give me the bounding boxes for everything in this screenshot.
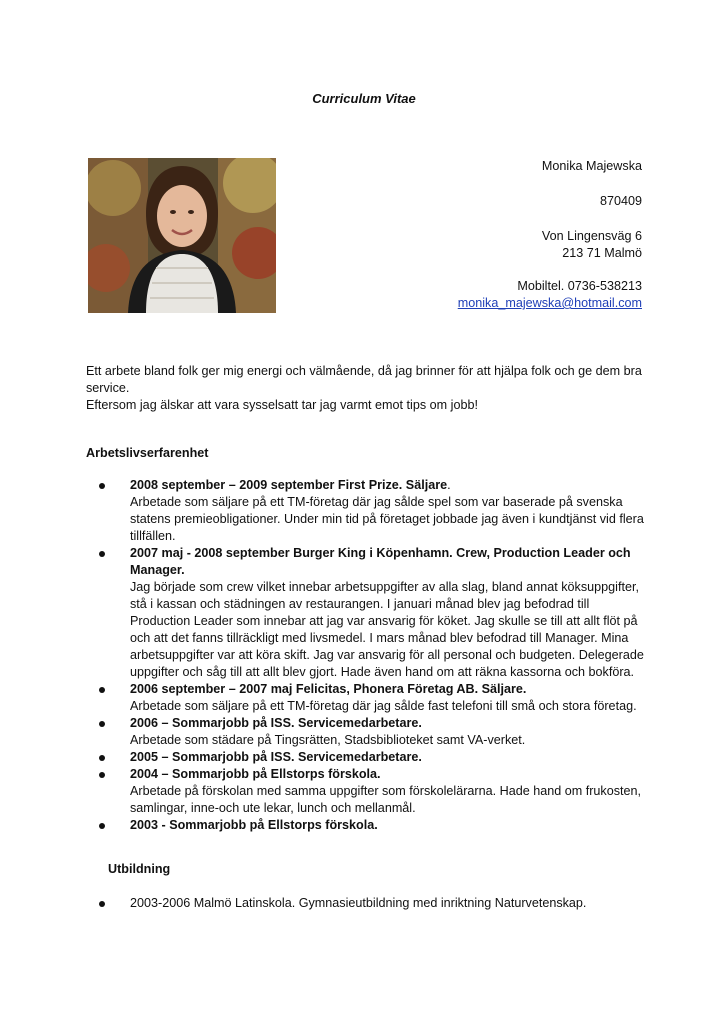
job-title: 2006 – Sommarjobb på ISS. Servicemedarbetare. xyxy=(130,716,422,730)
contact-phone: Mobiltel. 0736-538213 xyxy=(517,279,642,293)
job-title: 2007 maj - 2008 september Burger King i Köpenhamn. Crew, Production Leader och Manager. xyxy=(130,546,631,577)
profile-photo xyxy=(88,158,276,313)
contact-id-number: 870409 xyxy=(599,194,642,208)
education-heading: Utbildning xyxy=(108,862,171,876)
job-description: Arbetade som säljare på ett TM-företag där jag sålde spel som var baserade på svenska statens premieobligationer. Under min tid på företaget jobbade jag även i kundtjänst vid flera tillfällen. xyxy=(130,495,644,543)
job-title: 2005 – Sommarjobb på ISS. Servicemedarbetare. xyxy=(130,750,422,764)
education-list xyxy=(86,895,646,912)
list-item xyxy=(86,895,646,912)
job-description: Arbetade på förskolan med samma uppgifter som förskolelärarna. Hade hand om frukosten, samlingar, inne-och ute lekar, lunch och mellanmål. xyxy=(130,784,642,815)
job-title: 2004 – Sommarjobb på Ellstorps förskola. xyxy=(130,767,381,781)
work-heading: Arbetslivserfarenhet xyxy=(86,446,209,460)
job-title: 2008 september – 2009 september First Prize. Säljare xyxy=(130,478,448,492)
bullet-icon xyxy=(99,721,105,727)
list-item xyxy=(86,766,646,817)
list-item xyxy=(86,715,646,749)
bullet-icon xyxy=(99,551,105,557)
list-item xyxy=(86,817,646,834)
bullet-icon xyxy=(99,901,105,907)
bullet-icon xyxy=(99,823,105,829)
contact-name: Monika Majewska xyxy=(541,159,642,173)
job-title-suffix: . xyxy=(447,478,451,492)
bullet-icon xyxy=(99,755,105,761)
job-description: Arbetade som säljare på ett TM-företag där jag sålde fast telefoni till små och stora företag. xyxy=(130,699,637,713)
job-description: Arbetade som städare på Tingsrätten, Stadsbiblioteket samt VA-verket. xyxy=(130,733,526,747)
list-item xyxy=(86,545,646,681)
job-title: 2003 - Sommarjobb på Ellstorps förskola. xyxy=(130,818,378,832)
contact-email-link[interactable]: monika_majewska@hotmail.com xyxy=(457,296,642,310)
intro-line-1: Ett arbete bland folk ger mig energi och välmående, då jag brinner för att hjälpa folk och ge dem bra service. xyxy=(86,364,642,395)
bullet-icon xyxy=(99,687,105,693)
job-title: 2006 september – 2007 maj Felicitas, Phonera Företag AB. Säljare. xyxy=(130,682,527,696)
contact-block xyxy=(458,158,642,312)
education-entry: 2003-2006 Malmö Latinskola. Gymnasieutbildning med inriktning Naturvetenskap. xyxy=(130,896,587,910)
contact-street: Von Lingensväg 6 xyxy=(541,229,642,243)
list-item xyxy=(86,681,646,715)
intro-line-2: Eftersom jag älskar att vara sysselsatt tar jag varmt emot tips om jobb! xyxy=(86,398,478,412)
list-item xyxy=(86,477,646,545)
document-title: Curriculum Vitae xyxy=(312,91,416,106)
job-description: Jag började som crew vilket innebar arbetsuppgifter av alla slag, bland annat köksuppgifter, stå i kassan och städningen av restaurangen. I januari månad blev jag befodrad till Production Leader som innebar att jag var ansvarig för köket. Jag skulle se till att allt flöt på och att det fanns tillräckligt med livsmedel. I mars månad blev befodrad till Manager. Mina arbetsuppgifter var att köra skift. Jag var ansvarig för all personal och budgeten. Delegerade uppgifter och såg till att allt blev gjort. Hade även hand om att räkna kassorna och bokföra. xyxy=(130,580,644,679)
list-item xyxy=(86,749,646,766)
contact-city: 213 71 Malmö xyxy=(562,246,642,260)
work-list xyxy=(86,477,646,834)
bullet-icon xyxy=(99,483,105,489)
bullet-icon xyxy=(99,772,105,778)
intro-text xyxy=(86,363,646,414)
